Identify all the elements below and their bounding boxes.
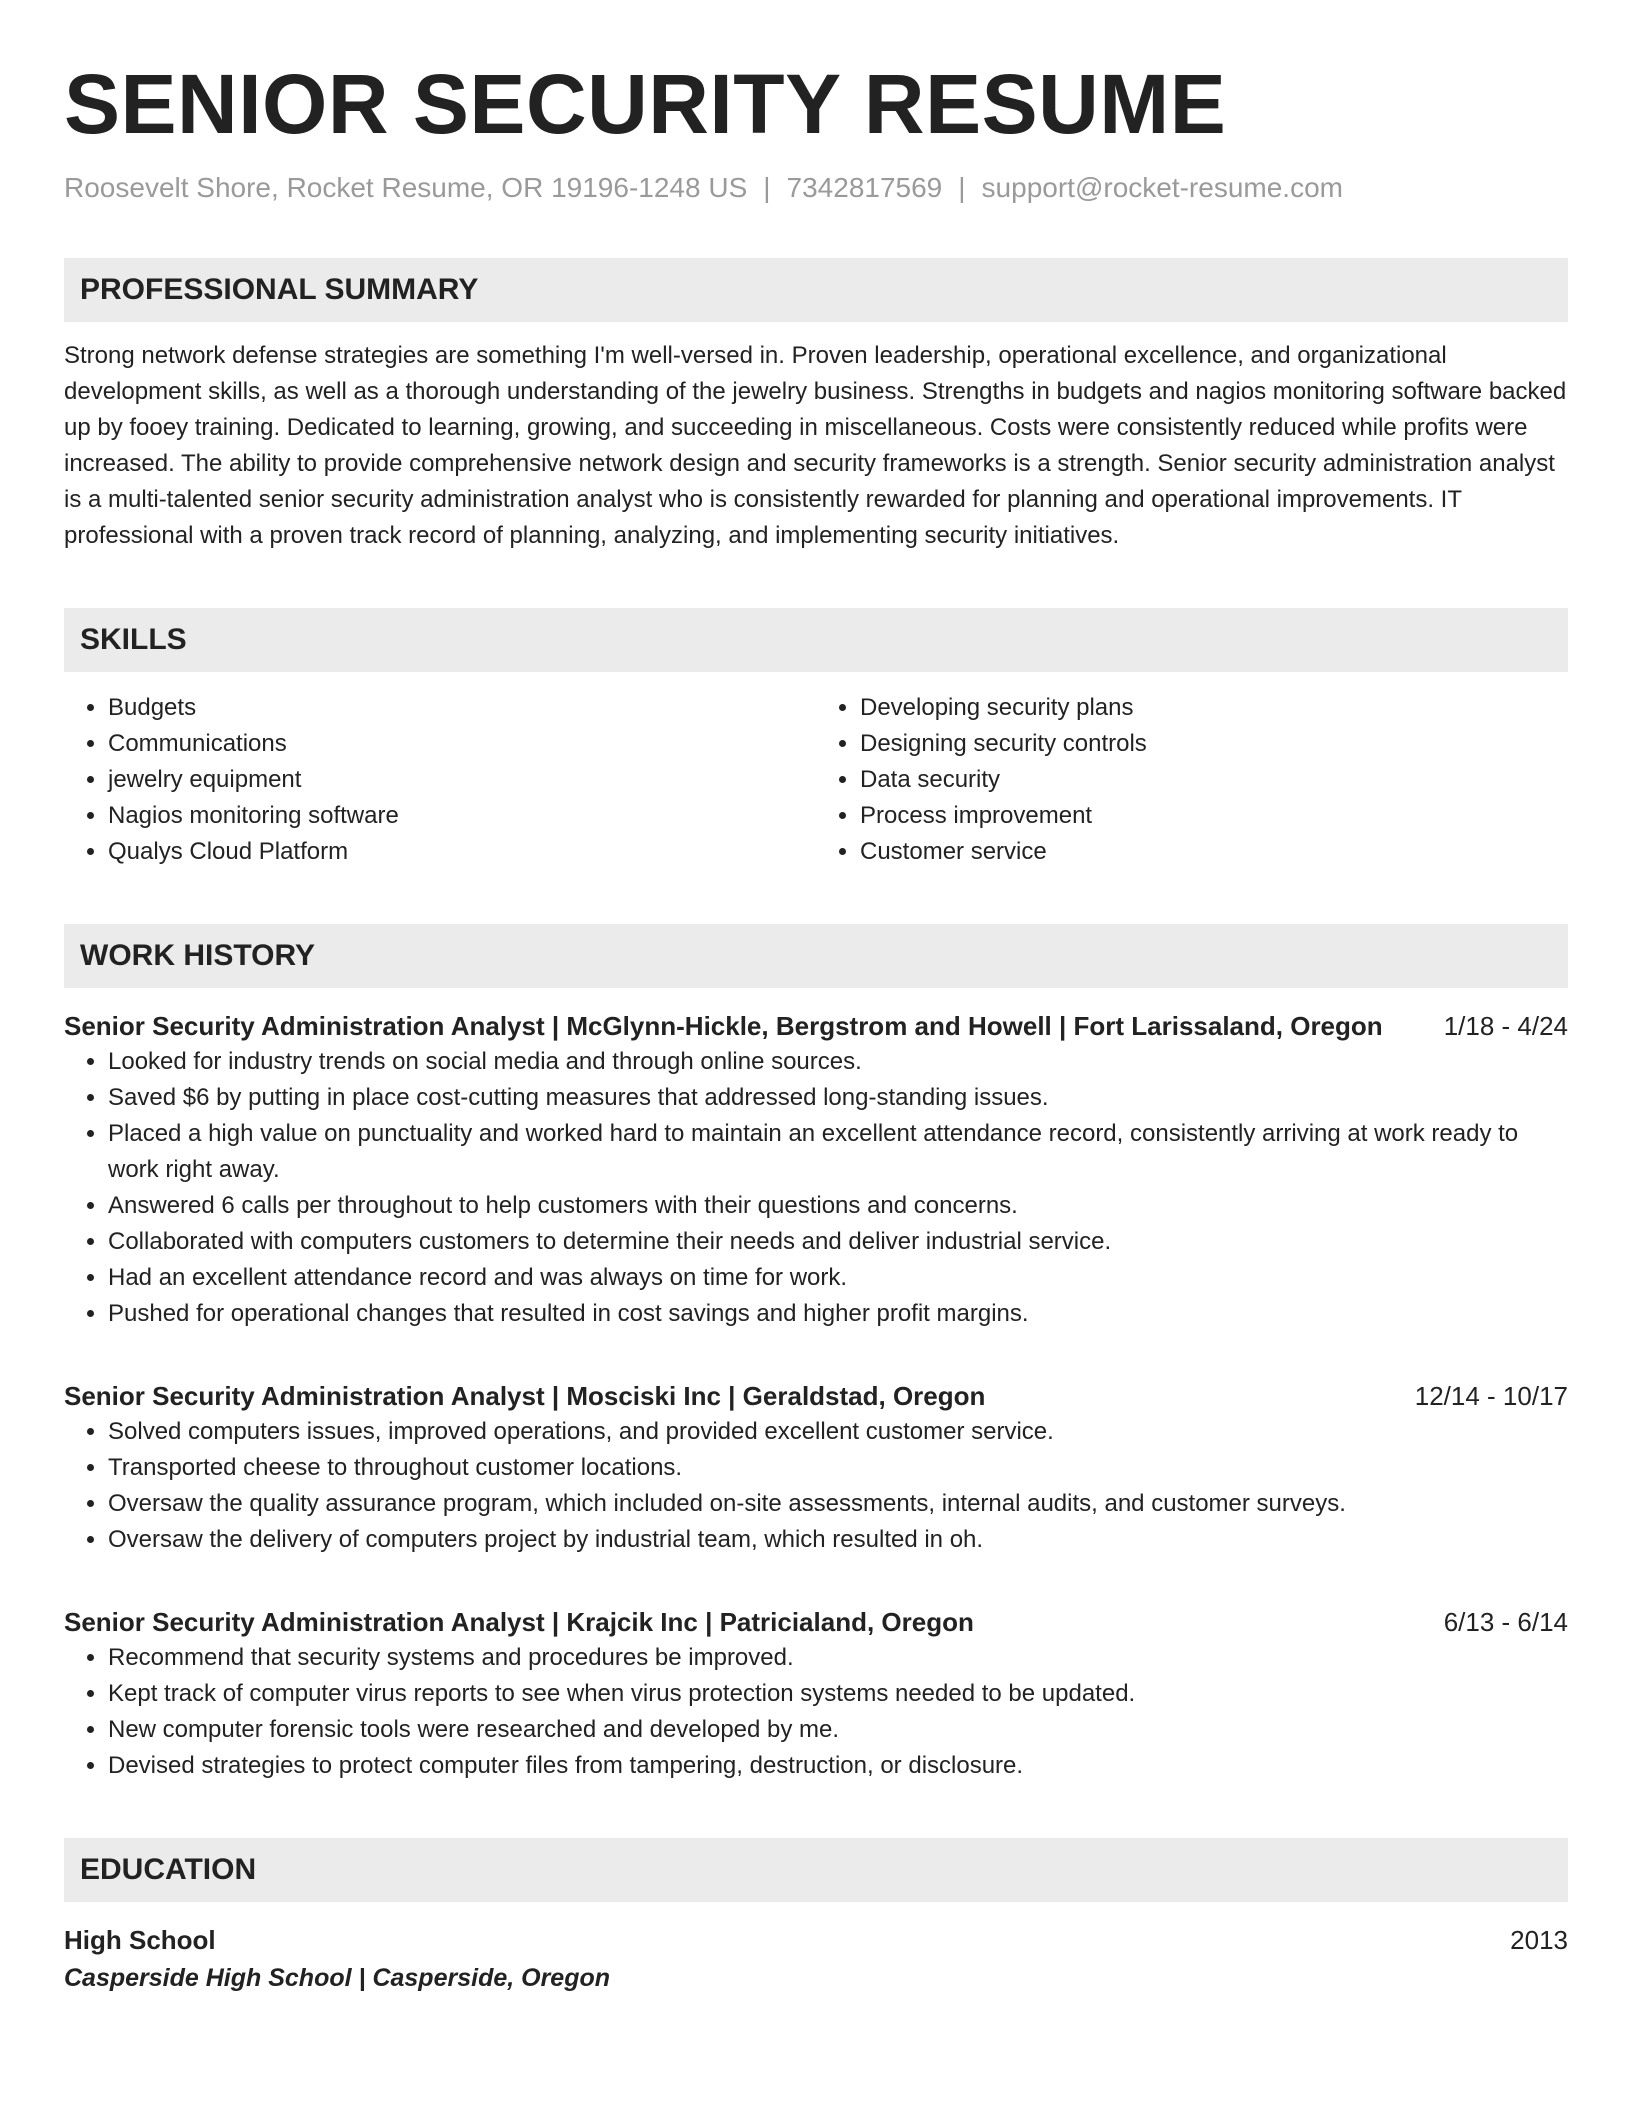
skills-list (64, 690, 1568, 870)
contact-address: Roosevelt Shore, Rocket Resume, OR 19196-1248 US (64, 172, 748, 203)
skill-item: • Designing security controls (860, 726, 1568, 762)
skill-item: • Nagios monitoring software (108, 798, 816, 834)
job-bullet: • Oversaw the delivery of computers project by industrial team, which resulted in oh. (108, 1522, 1568, 1558)
education-row (64, 1922, 1568, 1958)
job-bullets (64, 1640, 1568, 1784)
job-header (64, 1008, 1568, 1044)
job-bullet: • New computer forensic tools were researched and developed by me. (108, 1712, 1568, 1748)
contact-line (64, 168, 1568, 208)
job-bullet: • Saved $6 by putting in place cost-cutting measures that addressed long-standing issues. (108, 1080, 1568, 1116)
job-bullet: • Kept track of computer virus reports to see when virus protection systems needed to be updated. (108, 1676, 1568, 1712)
job-bullets (64, 1044, 1568, 1332)
education-heading: EDUCATION (64, 1838, 1568, 1902)
skills-column-right (816, 690, 1568, 870)
skill-item: • Qualys Cloud Platform (108, 834, 816, 870)
job-bullet: • Devised strategies to protect computer files from tampering, destruction, or disclosure. (108, 1748, 1568, 1784)
contact-email: support@rocket-resume.com (981, 172, 1343, 203)
job-bullet: • Oversaw the quality assurance program, which included on-site assessments, internal audits, and customer surveys. (108, 1486, 1568, 1522)
work-history-heading: WORK HISTORY (64, 924, 1568, 988)
skill-item: • Data security (860, 762, 1568, 798)
skill-item: • Process improvement (860, 798, 1568, 834)
education-degree: High School (64, 1925, 216, 1955)
skill-item: • Budgets (108, 690, 816, 726)
job-bullet: • Pushed for operational changes that resulted in cost savings and higher profit margins. (108, 1296, 1568, 1332)
skills-column-left (64, 690, 816, 870)
job-bullet: • Collaborated with computers customers to determine their needs and deliver industrial service. (108, 1224, 1568, 1260)
job-bullet: • Looked for industry trends on social media and through online sources. (108, 1044, 1568, 1080)
professional-summary-heading: PROFESSIONAL SUMMARY (64, 258, 1568, 322)
contact-separator: | (763, 172, 771, 203)
contact-phone: 7342817569 (786, 172, 943, 203)
job-bullet: • Placed a high value on punctuality and worked hard to maintain an excellent attendance record, consistently arriving at work ready to work right away. (108, 1116, 1568, 1188)
skill-item: • Customer service (860, 834, 1568, 870)
job-dates: 12/14 - 10/17 (1414, 1381, 1568, 1411)
job-bullet: • Transported cheese to throughout customer locations. (108, 1450, 1568, 1486)
job-bullets (64, 1414, 1568, 1558)
education-year: 2013 (1510, 1925, 1568, 1955)
contact-separator: | (958, 172, 966, 203)
job-header (64, 1604, 1568, 1640)
job-title: Senior Security Administration Analyst | Mosciski Inc | Geraldstad, Oregon (64, 1381, 986, 1411)
job-dates: 6/13 - 6/14 (1443, 1607, 1568, 1637)
job-bullet: • Solved computers issues, improved operations, and provided excellent customer service. (108, 1414, 1568, 1450)
professional-summary-text: Strong network defense strategies are something I'm well-versed in. Proven leadership, operational excellence, and organizational development skills, as well as a thorough understanding of the jewelry business. Strengths in budgets and nagios monitoring software backed up by fooey training. Dedicated to learning, growing, and succeeding in miscellaneous. Costs were consistently reduced while profits were increased. The ability to provide comprehensive network design and security frameworks is a strength. Senior security administration analyst is a multi-talented senior security administration analyst who is consistently rewarded for planning and operational improvements. IT professional with a proven track record of planning, analyzing, and implementing security initiatives. (64, 342, 1567, 549)
job-title: Senior Security Administration Analyst | McGlynn-Hickle, Bergstrom and Howell | Fort Larissaland, Oregon (64, 1011, 1383, 1041)
job-bullet: • Answered 6 calls per throughout to help customers with their questions and concerns. (108, 1188, 1568, 1224)
education-school: Casperside High School | Casperside, Oregon (64, 1964, 611, 1992)
skills-heading: SKILLS (64, 608, 1568, 672)
job-bullet: • Had an excellent attendance record and was always on time for work. (108, 1260, 1568, 1296)
job-bullet: • Recommend that security systems and procedures be improved. (108, 1640, 1568, 1676)
job-title: Senior Security Administration Analyst | Krajcik Inc | Patricialand, Oregon (64, 1607, 974, 1637)
job-dates: 1/18 - 4/24 (1443, 1011, 1568, 1041)
skill-item: • jewelry equipment (108, 762, 816, 798)
resume-title: SENIOR SECURITY RESUME (64, 57, 1227, 151)
skill-item: • Communications (108, 726, 816, 762)
skill-item: • Developing security plans (860, 690, 1568, 726)
job-header (64, 1378, 1568, 1414)
